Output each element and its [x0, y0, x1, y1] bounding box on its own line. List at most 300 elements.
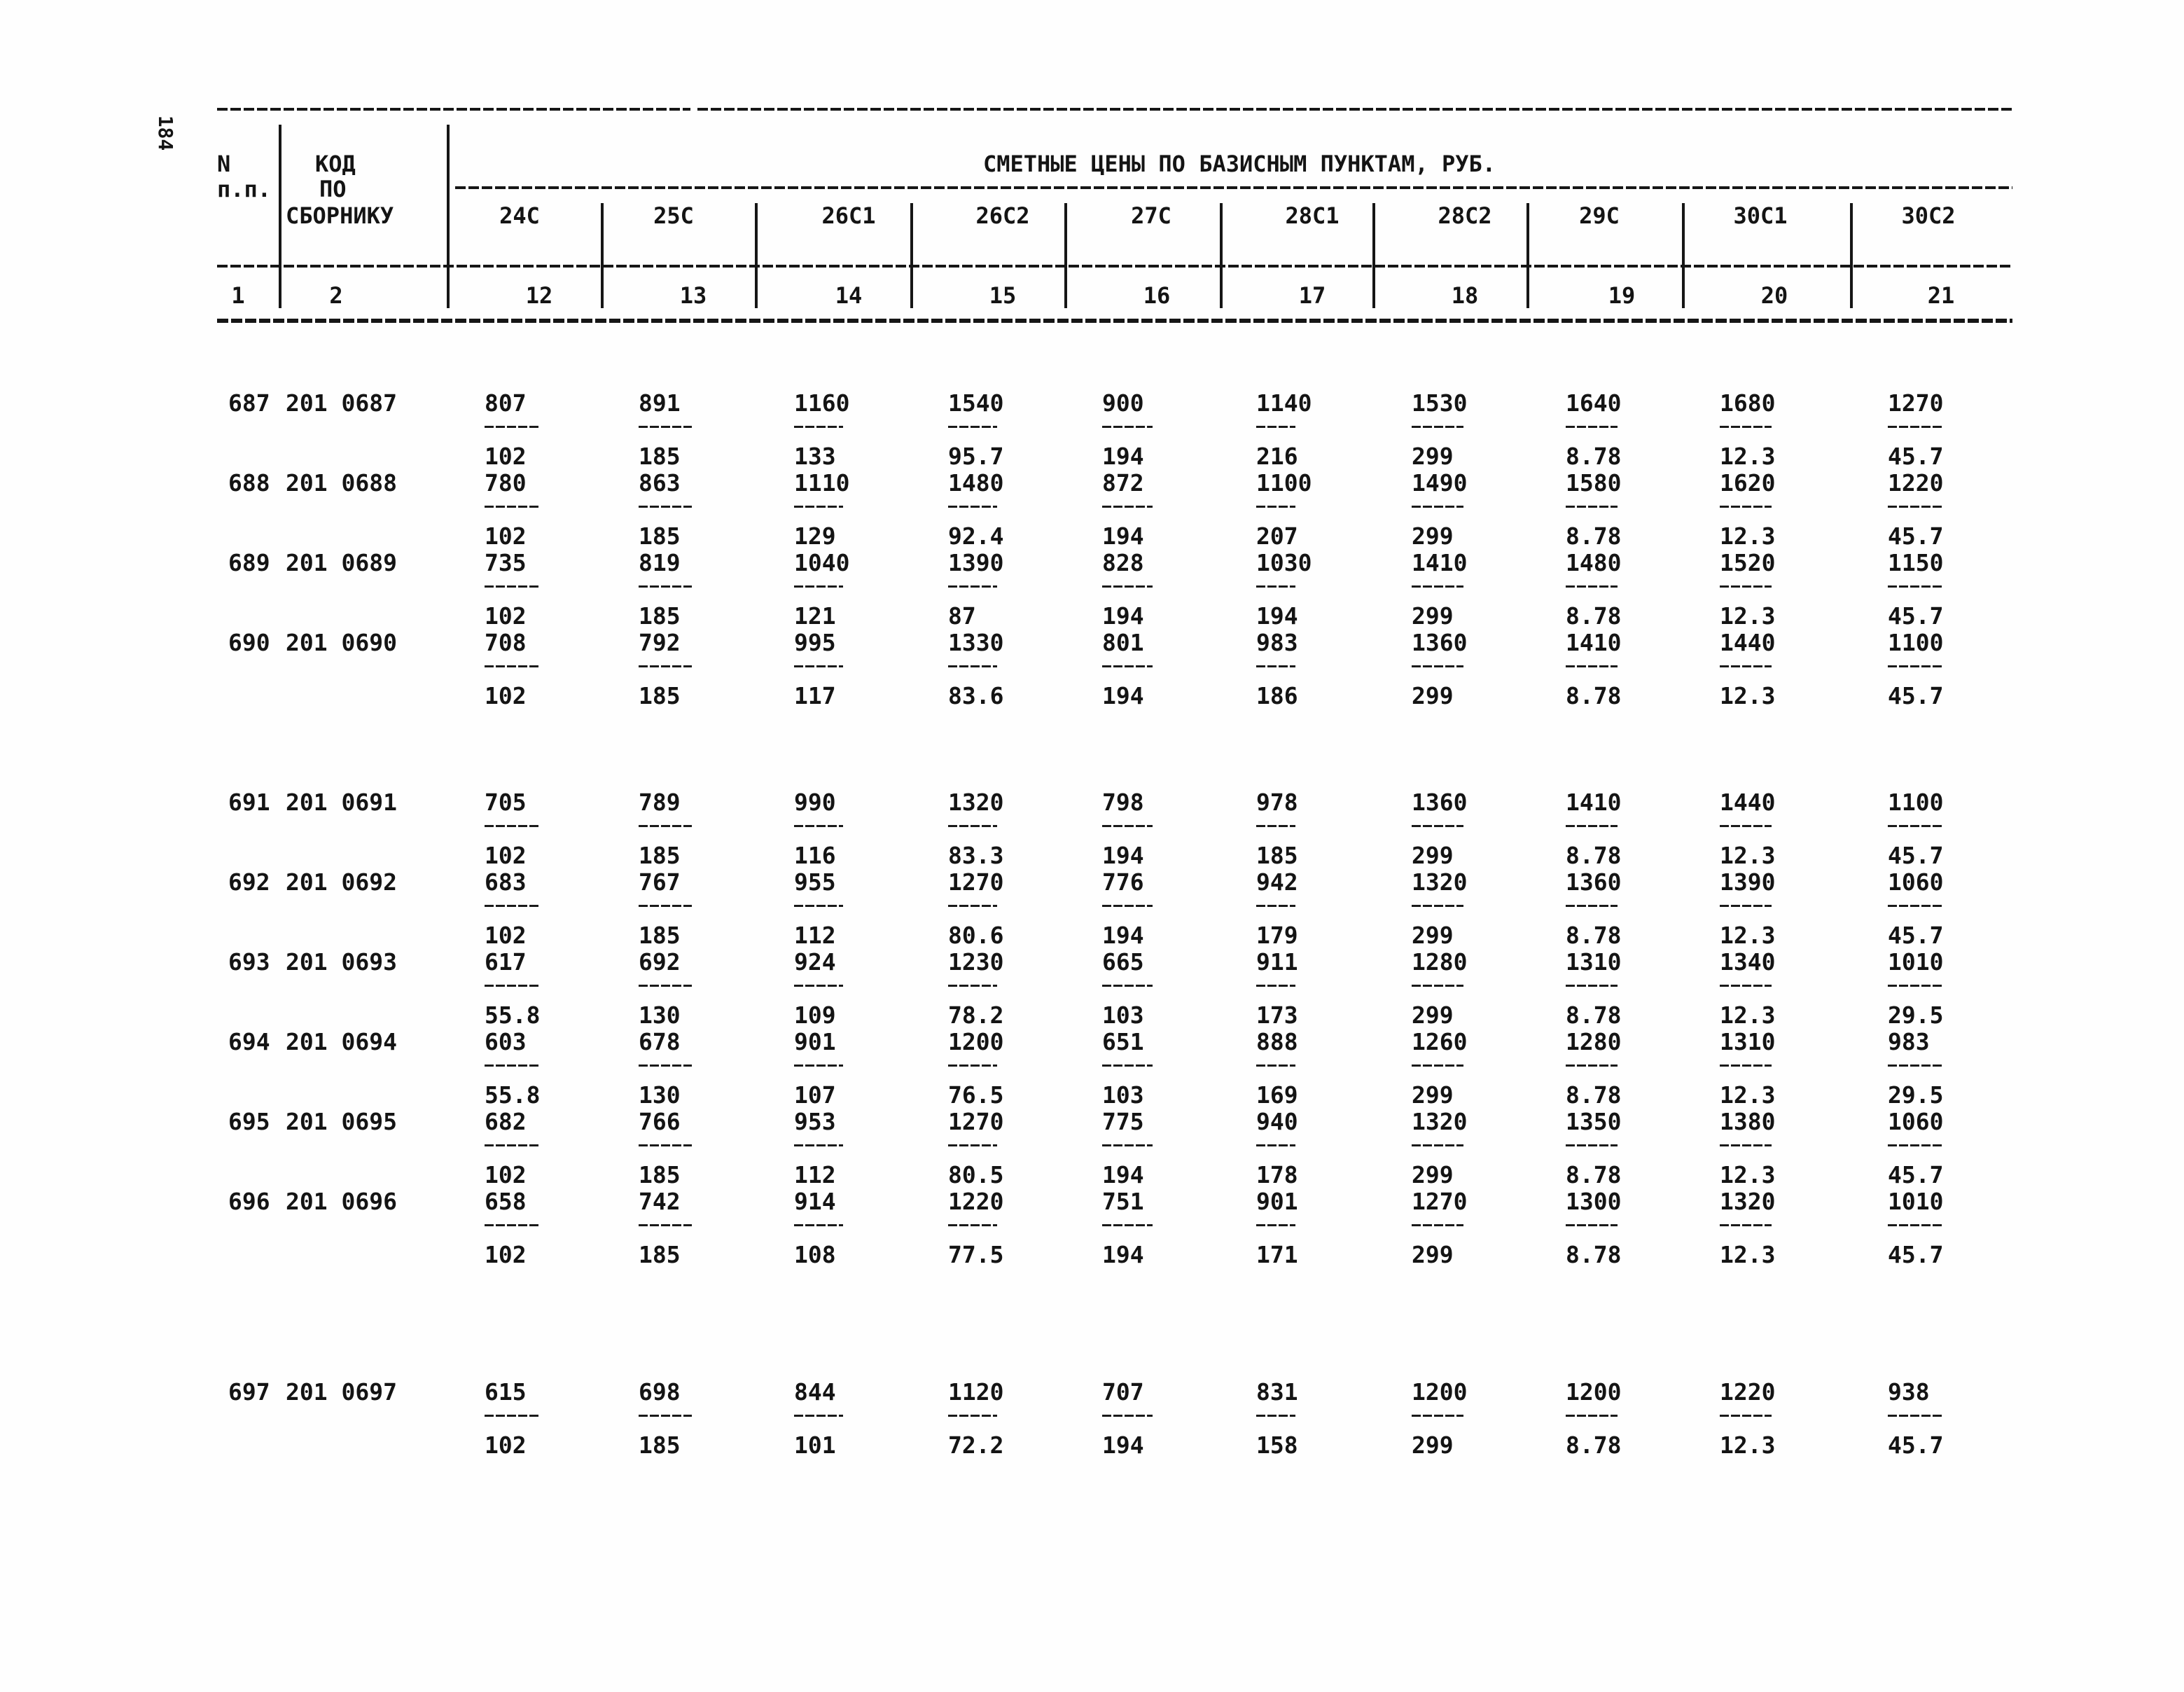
fraction-bar: [1566, 1065, 1618, 1067]
price-column-header: 26С1: [821, 202, 876, 229]
price-numerator: 665: [1102, 948, 1144, 976]
price-denominator: 185: [639, 1241, 681, 1268]
price-denominator: 45.7: [1888, 1241, 1944, 1268]
fraction-bar: [1412, 1415, 1463, 1417]
fraction-bar: [948, 1065, 997, 1067]
fraction-bar: [1256, 665, 1295, 667]
price-numerator: 705: [485, 789, 527, 816]
price-denominator: 8.78: [1566, 842, 1622, 869]
row-code: 201 0691: [286, 789, 397, 816]
fraction-bar: [485, 985, 541, 987]
fraction-bar: [1888, 905, 1942, 907]
price-numerator: 1390: [948, 549, 1004, 576]
price-denominator: 194: [1102, 922, 1144, 949]
price-numerator: 603: [485, 1028, 527, 1055]
price-numerator: 1620: [1720, 469, 1776, 497]
fraction-bar: [1566, 1415, 1618, 1417]
fraction-bar: [485, 1144, 541, 1146]
row-number: 688: [228, 469, 270, 497]
fraction-bar: [1412, 665, 1463, 667]
price-numerator: 983: [1888, 1028, 1930, 1055]
fraction-bar: [948, 1224, 997, 1226]
fraction-bar: [639, 825, 692, 827]
price-numerator: 1320: [1720, 1188, 1776, 1215]
price-denominator: 108: [794, 1241, 836, 1268]
fraction-bar: [794, 426, 843, 428]
fraction-bar: [639, 1415, 692, 1417]
price-denominator: 194: [1102, 682, 1144, 709]
fraction-bar: [639, 1224, 692, 1226]
fraction-bar: [1566, 585, 1618, 588]
price-denominator: 185: [639, 842, 681, 869]
price-numerator: 1320: [1412, 868, 1468, 896]
price-numerator: 1270: [1412, 1188, 1468, 1215]
price-denominator: 107: [794, 1081, 836, 1109]
price-denominator: 185: [639, 922, 681, 949]
price-denominator: 45.7: [1888, 842, 1944, 869]
price-numerator: 1340: [1720, 948, 1776, 976]
fraction-bar: [1412, 985, 1463, 987]
fraction-bar: [1888, 1415, 1942, 1417]
fraction-bar: [1102, 905, 1153, 907]
price-numerator: 940: [1256, 1108, 1298, 1135]
fraction-bar: [794, 985, 843, 987]
fraction-bar: [1888, 506, 1942, 508]
price-numerator: 938: [1888, 1378, 1930, 1406]
price-denominator: 8.78: [1566, 922, 1622, 949]
price-denominator: 92.4: [948, 522, 1004, 550]
fraction-bar: [1888, 665, 1942, 667]
fraction-bar: [639, 985, 692, 987]
price-numerator: 844: [794, 1378, 836, 1406]
price-numerator: 807: [485, 389, 527, 417]
price-numerator: 1160: [794, 389, 850, 417]
row-number: 693: [228, 948, 270, 976]
price-denominator: 169: [1256, 1081, 1298, 1109]
column-number: 19: [1608, 282, 1636, 309]
fraction-bar: [639, 1065, 692, 1067]
price-denominator: 299: [1412, 1161, 1454, 1188]
price-numerator: 1260: [1412, 1028, 1468, 1055]
fraction-bar: [794, 1224, 843, 1226]
row-number: 691: [228, 789, 270, 816]
fraction-bar: [948, 1144, 997, 1146]
price-numerator: 819: [639, 549, 681, 576]
price-denominator: 80.6: [948, 922, 1004, 949]
price-denominator: 102: [485, 443, 527, 470]
price-numerator: 1310: [1720, 1028, 1776, 1055]
price-numerator: 742: [639, 1188, 681, 1215]
fraction-bar: [1102, 1224, 1153, 1226]
fraction-bar: [1102, 665, 1153, 667]
price-denominator: 129: [794, 522, 836, 550]
price-denominator: 194: [1102, 1241, 1144, 1268]
price-denominator: 102: [485, 1241, 527, 1268]
price-denominator: 101: [794, 1431, 836, 1459]
fraction-bar: [1256, 905, 1295, 907]
price-numerator: 1410: [1566, 789, 1622, 816]
price-denominator: 185: [639, 1431, 681, 1459]
row-code: 201 0697: [286, 1378, 397, 1406]
price-numerator: 1360: [1412, 629, 1468, 656]
price-column-header: 27С: [1131, 202, 1171, 229]
price-denominator: 299: [1412, 443, 1454, 470]
price-denominator: 103: [1102, 1001, 1144, 1029]
price-denominator: 299: [1412, 842, 1454, 869]
price-denominator: 112: [794, 1161, 836, 1188]
price-denominator: 185: [639, 1161, 681, 1188]
fraction-bar: [1256, 426, 1295, 428]
price-numerator: 1540: [948, 389, 1004, 417]
fraction-bar: [1412, 1224, 1463, 1226]
column-number: 21: [1927, 282, 1955, 309]
price-numerator: 1530: [1412, 389, 1468, 417]
row-number: 692: [228, 868, 270, 896]
price-numerator: 863: [639, 469, 681, 497]
fraction-bar: [794, 905, 843, 907]
price-denominator: 12.3: [1720, 1161, 1776, 1188]
price-denominator: 194: [1102, 522, 1144, 550]
price-numerator: 978: [1256, 789, 1298, 816]
fraction-bar: [1888, 1224, 1942, 1226]
fraction-bar: [485, 506, 541, 508]
fraction-bar: [1566, 1224, 1618, 1226]
price-denominator: 102: [485, 682, 527, 709]
price-denominator: 12.3: [1720, 443, 1776, 470]
price-denominator: 185: [639, 602, 681, 630]
fraction-bar: [1412, 1144, 1463, 1146]
fraction-bar: [794, 1144, 843, 1146]
price-numerator: 1330: [948, 629, 1004, 656]
price-denominator: 117: [794, 682, 836, 709]
column-number: 14: [835, 282, 863, 309]
fraction-bar: [485, 1415, 541, 1417]
price-denominator: 178: [1256, 1161, 1298, 1188]
price-numerator: 735: [485, 549, 527, 576]
column-separator: [279, 125, 281, 308]
price-denominator: 194: [1102, 1431, 1144, 1459]
price-denominator: 133: [794, 443, 836, 470]
price-denominator: 299: [1412, 922, 1454, 949]
column-number: 17: [1298, 282, 1326, 309]
fraction-bar: [948, 585, 997, 588]
price-denominator: 45.7: [1888, 522, 1944, 550]
price-numerator: 828: [1102, 549, 1144, 576]
price-numerator: 1140: [1256, 389, 1312, 417]
price-denominator: 83.3: [948, 842, 1004, 869]
price-numerator: 1410: [1566, 629, 1622, 656]
price-denominator: 185: [639, 682, 681, 709]
fraction-bar: [639, 1144, 692, 1146]
price-denominator: 102: [485, 1161, 527, 1188]
price-denominator: 78.2: [948, 1001, 1004, 1029]
price-denominator: 185: [1256, 842, 1298, 869]
fraction-bar: [1256, 1065, 1295, 1067]
price-numerator: 1280: [1566, 1028, 1622, 1055]
price-denominator: 12.3: [1720, 682, 1776, 709]
row-number: 697: [228, 1378, 270, 1406]
price-numerator: 801: [1102, 629, 1144, 656]
price-denominator: 194: [1256, 602, 1298, 630]
fraction-bar: [1102, 1065, 1153, 1067]
price-numerator: 1270: [948, 1108, 1004, 1135]
fraction-bar: [794, 665, 843, 667]
column-number: 1: [231, 282, 245, 309]
column-number: 18: [1451, 282, 1479, 309]
row-code: 201 0692: [286, 868, 397, 896]
price-denominator: 76.5: [948, 1081, 1004, 1109]
price-numerator: 1390: [1720, 868, 1776, 896]
fraction-bar: [639, 665, 692, 667]
fraction-bar: [1888, 825, 1942, 827]
price-numerator: 1310: [1566, 948, 1622, 976]
price-numerator: 990: [794, 789, 836, 816]
fraction-bar: [639, 905, 692, 907]
price-denominator: 83.6: [948, 682, 1004, 709]
fraction-bar: [485, 426, 541, 428]
price-denominator: 102: [485, 1431, 527, 1459]
price-denominator: 29.5: [1888, 1081, 1944, 1109]
row-code: 201 0690: [286, 629, 397, 656]
price-numerator: 1100: [1888, 629, 1944, 656]
number-column-header: N: [217, 151, 231, 177]
number-column-header: п.п.: [217, 176, 272, 202]
fraction-bar: [1256, 1144, 1295, 1146]
fraction-bar: [1256, 1415, 1295, 1417]
price-denominator: 173: [1256, 1001, 1298, 1029]
price-numerator: 1270: [1888, 389, 1944, 417]
price-denominator: 102: [485, 842, 527, 869]
price-denominator: 216: [1256, 443, 1298, 470]
fraction-bar: [485, 905, 541, 907]
fraction-bar: [1720, 506, 1772, 508]
price-denominator: 55.8: [485, 1081, 541, 1109]
fraction-bar: [1256, 585, 1295, 588]
price-denominator: 299: [1412, 1241, 1454, 1268]
price-denominator: 299: [1412, 1431, 1454, 1459]
fraction-bar: [1412, 426, 1463, 428]
price-numerator: 678: [639, 1028, 681, 1055]
fraction-bar: [1720, 1065, 1772, 1067]
price-denominator: 45.7: [1888, 1431, 1944, 1459]
price-numerator: 1350: [1566, 1108, 1622, 1135]
fraction-bar: [794, 585, 843, 588]
price-numerator: 1200: [948, 1028, 1004, 1055]
price-column-header: 24С: [499, 202, 540, 229]
price-denominator: 116: [794, 842, 836, 869]
subheader-rule: [217, 265, 2012, 268]
fraction-bar: [794, 1065, 843, 1067]
fraction-bar: [1566, 985, 1618, 987]
fraction-bar: [639, 585, 692, 588]
price-numerator: 1480: [948, 469, 1004, 497]
fraction-bar: [485, 585, 541, 588]
price-numerator: 1030: [1256, 549, 1312, 576]
column-number: 12: [525, 282, 553, 309]
price-numerator: 1100: [1888, 789, 1944, 816]
fraction-bar: [948, 426, 997, 428]
price-numerator: 1440: [1720, 789, 1776, 816]
fraction-bar: [1412, 506, 1463, 508]
row-code: 201 0696: [286, 1188, 397, 1215]
price-numerator: 1410: [1412, 549, 1468, 576]
price-numerator: 617: [485, 948, 527, 976]
price-column-header: 26С2: [975, 202, 1030, 229]
row-code: 201 0695: [286, 1108, 397, 1135]
price-numerator: 1120: [948, 1378, 1004, 1406]
price-numerator: 1060: [1888, 868, 1944, 896]
price-numerator: 955: [794, 868, 836, 896]
row-number: 694: [228, 1028, 270, 1055]
fraction-bar: [948, 506, 997, 508]
header-top-rule: [217, 108, 690, 111]
price-numerator: 888: [1256, 1028, 1298, 1055]
price-numerator: 651: [1102, 1028, 1144, 1055]
price-denominator: 45.7: [1888, 443, 1944, 470]
price-numerator: 1230: [948, 948, 1004, 976]
fraction-bar: [1720, 665, 1772, 667]
price-numerator: 692: [639, 948, 681, 976]
fraction-bar: [485, 825, 541, 827]
price-numerator: 1040: [794, 549, 850, 576]
price-numerator: 698: [639, 1378, 681, 1406]
price-denominator: 77.5: [948, 1241, 1004, 1268]
price-denominator: 12.3: [1720, 522, 1776, 550]
price-denominator: 12.3: [1720, 842, 1776, 869]
price-denominator: 12.3: [1720, 1431, 1776, 1459]
fraction-bar: [1888, 426, 1942, 428]
row-number: 696: [228, 1188, 270, 1215]
price-column-header: 30С2: [1901, 202, 1956, 229]
price-denominator: 87: [948, 602, 976, 630]
price-denominator: 186: [1256, 682, 1298, 709]
row-code: 201 0687: [286, 389, 397, 417]
price-numerator: 1640: [1566, 389, 1622, 417]
fraction-bar: [1102, 426, 1153, 428]
price-numerator: 831: [1256, 1378, 1298, 1406]
fraction-bar: [639, 506, 692, 508]
price-denominator: 207: [1256, 522, 1298, 550]
price-denominator: 299: [1412, 1081, 1454, 1109]
price-numerator: 1490: [1412, 469, 1468, 497]
price-numerator: 751: [1102, 1188, 1144, 1215]
fraction-bar: [1720, 985, 1772, 987]
price-denominator: 8.78: [1566, 1081, 1622, 1109]
fraction-bar: [1102, 585, 1153, 588]
fraction-bar: [1256, 1224, 1295, 1226]
price-numerator: 1380: [1720, 1108, 1776, 1135]
fraction-bar: [1256, 985, 1295, 987]
price-denominator: 102: [485, 922, 527, 949]
row-number: 689: [228, 549, 270, 576]
page-number: 184: [154, 115, 177, 151]
row-code: 201 0689: [286, 549, 397, 576]
fraction-bar: [1566, 506, 1618, 508]
row-code: 201 0693: [286, 948, 397, 976]
price-denominator: 299: [1412, 602, 1454, 630]
price-numerator: 766: [639, 1108, 681, 1135]
price-denominator: 158: [1256, 1431, 1298, 1459]
price-numerator: 1580: [1566, 469, 1622, 497]
price-denominator: 8.78: [1566, 522, 1622, 550]
fraction-bar: [485, 1224, 541, 1226]
price-denominator: 102: [485, 522, 527, 550]
price-numerator: 658: [485, 1188, 527, 1215]
price-numerator: 1060: [1888, 1108, 1944, 1135]
code-column-header: СБОРНИКУ: [286, 202, 394, 229]
price-column-header: 30С1: [1733, 202, 1788, 229]
price-denominator: 80.5: [948, 1161, 1004, 1188]
price-numerator: 1280: [1412, 948, 1468, 976]
price-numerator: 1200: [1412, 1378, 1468, 1406]
price-numerator: 1100: [1256, 469, 1312, 497]
price-denominator: 194: [1102, 443, 1144, 470]
price-numerator: 615: [485, 1378, 527, 1406]
price-denominator: 299: [1412, 522, 1454, 550]
price-numerator: 983: [1256, 629, 1298, 656]
price-denominator: 8.78: [1566, 443, 1622, 470]
price-numerator: 1360: [1566, 868, 1622, 896]
price-numerator: 995: [794, 629, 836, 656]
price-numerator: 798: [1102, 789, 1144, 816]
row-number: 695: [228, 1108, 270, 1135]
price-denominator: 12.3: [1720, 1241, 1776, 1268]
fraction-bar: [1256, 506, 1295, 508]
fraction-bar: [1412, 905, 1463, 907]
price-denominator: 299: [1412, 682, 1454, 709]
price-numerator: 1440: [1720, 629, 1776, 656]
code-column-header: КОД: [315, 151, 356, 177]
price-denominator: 185: [639, 443, 681, 470]
row-code: 201 0688: [286, 469, 397, 497]
price-numerator: 1220: [1720, 1378, 1776, 1406]
fraction-bar: [1102, 506, 1153, 508]
fraction-bar: [1566, 825, 1618, 827]
code-column-header: ПО: [319, 176, 347, 202]
price-numerator: 682: [485, 1108, 527, 1135]
price-denominator: 8.78: [1566, 1161, 1622, 1188]
price-denominator: 8.78: [1566, 1001, 1622, 1029]
price-numerator: 953: [794, 1108, 836, 1135]
price-numerator: 901: [794, 1028, 836, 1055]
price-numerator: 891: [639, 389, 681, 417]
price-numerator: 780: [485, 469, 527, 497]
price-numerator: 901: [1256, 1188, 1298, 1215]
fraction-bar: [1720, 1415, 1772, 1417]
fraction-bar: [948, 825, 997, 827]
price-denominator: 102: [485, 602, 527, 630]
price-denominator: 45.7: [1888, 922, 1944, 949]
fraction-bar: [1720, 426, 1772, 428]
price-numerator: 872: [1102, 469, 1144, 497]
price-column-header: 28С2: [1438, 202, 1492, 229]
fraction-bar: [1412, 1065, 1463, 1067]
price-column-header: 28С1: [1285, 202, 1340, 229]
price-denominator: 103: [1102, 1081, 1144, 1109]
price-numerator: 914: [794, 1188, 836, 1215]
column-number: 13: [679, 282, 707, 309]
price-numerator: 942: [1256, 868, 1298, 896]
price-denominator: 171: [1256, 1241, 1298, 1268]
fraction-bar: [1566, 665, 1618, 667]
column-number: 2: [329, 282, 343, 309]
price-numerator: 1360: [1412, 789, 1468, 816]
price-denominator: 8.78: [1566, 1241, 1622, 1268]
fraction-bar: [1720, 825, 1772, 827]
fraction-bar: [1888, 985, 1942, 987]
price-numerator: 708: [485, 629, 527, 656]
fraction-bar: [948, 665, 997, 667]
